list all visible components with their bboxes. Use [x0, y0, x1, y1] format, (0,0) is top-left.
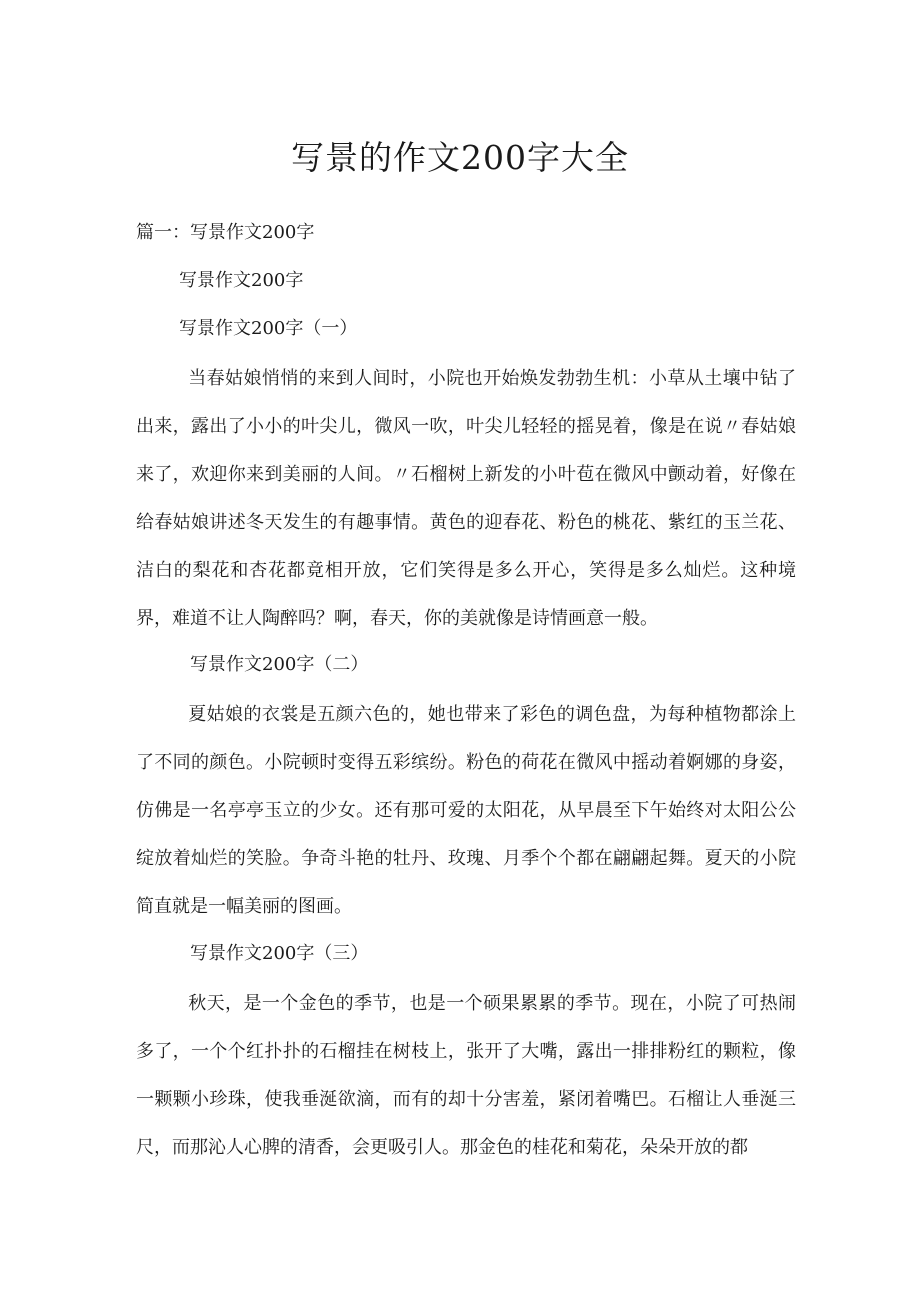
chapter-heading: 篇一：写景作文200字: [136, 222, 315, 243]
section-1-heading: 写景作文200字（一）: [179, 318, 358, 339]
section-3-heading: 写景作文200字（三）: [190, 943, 369, 964]
section-3-body: 秋天，是一个金色的季节，也是一个硕果累累的季节。现在，小院了可热闹多了，一个个红扑扑的石榴挂在树枝上，张开了大嘴，露出一排排粉红的颗粒，像一颗颗小珍珠，使我垂涎欲滴，而有的却十分害羞，紧闭着嘴巴。石榴让人垂涎三尺，而那沁人心脾的清香，会更吸引人。那金色的桂花和菊花，朵朵开放的都: [136, 993, 796, 1158]
section-1-body: 当春姑娘悄悄的来到人间时，小院也开始焕发勃勃生机：小草从土壤中钻了出来，露出了小小的叶尖儿，微风一吹，叶尖儿轻轻的摇晃着，像是在说〃春姑娘来了，欢迎你来到美丽的人间。〃石榴树上新发的小叶苞在微风中颤动着，好像在给春姑娘讲述冬天发生的有趣事情。黄色的迎春花、粉色的桃花、紫红的玉兰花、洁白的梨花和杏花都竟相开放，它们笑得是多么开心，笑得是多么灿烂。这种境界，难道不让人陶醉吗？啊，春天，你的美就像是诗情画意一般。: [136, 368, 796, 629]
section-2-body: 夏姑娘的衣裳是五颜六色的，她也带来了彩色的调色盘，为每种植物都涂上了不同的颜色。小院顿时变得五彩缤纷。粉色的荷花在微风中摇动着婀娜的身姿，仿佛是一名亭亭玉立的少女。还有那可爱的太阳花，从早晨至下午始终对太阳公公绽放着灿烂的笑脸。争奇斗艳的牡丹、玫瑰、月季个个都在翩翩起舞。夏天的小院简直就是一幅美丽的图画。: [136, 704, 796, 917]
document-title: 写景的作文200字大全: [291, 138, 629, 177]
section-2-heading: 写景作文200字（二）: [190, 654, 369, 675]
sub-heading: 写景作文200字: [179, 270, 304, 291]
